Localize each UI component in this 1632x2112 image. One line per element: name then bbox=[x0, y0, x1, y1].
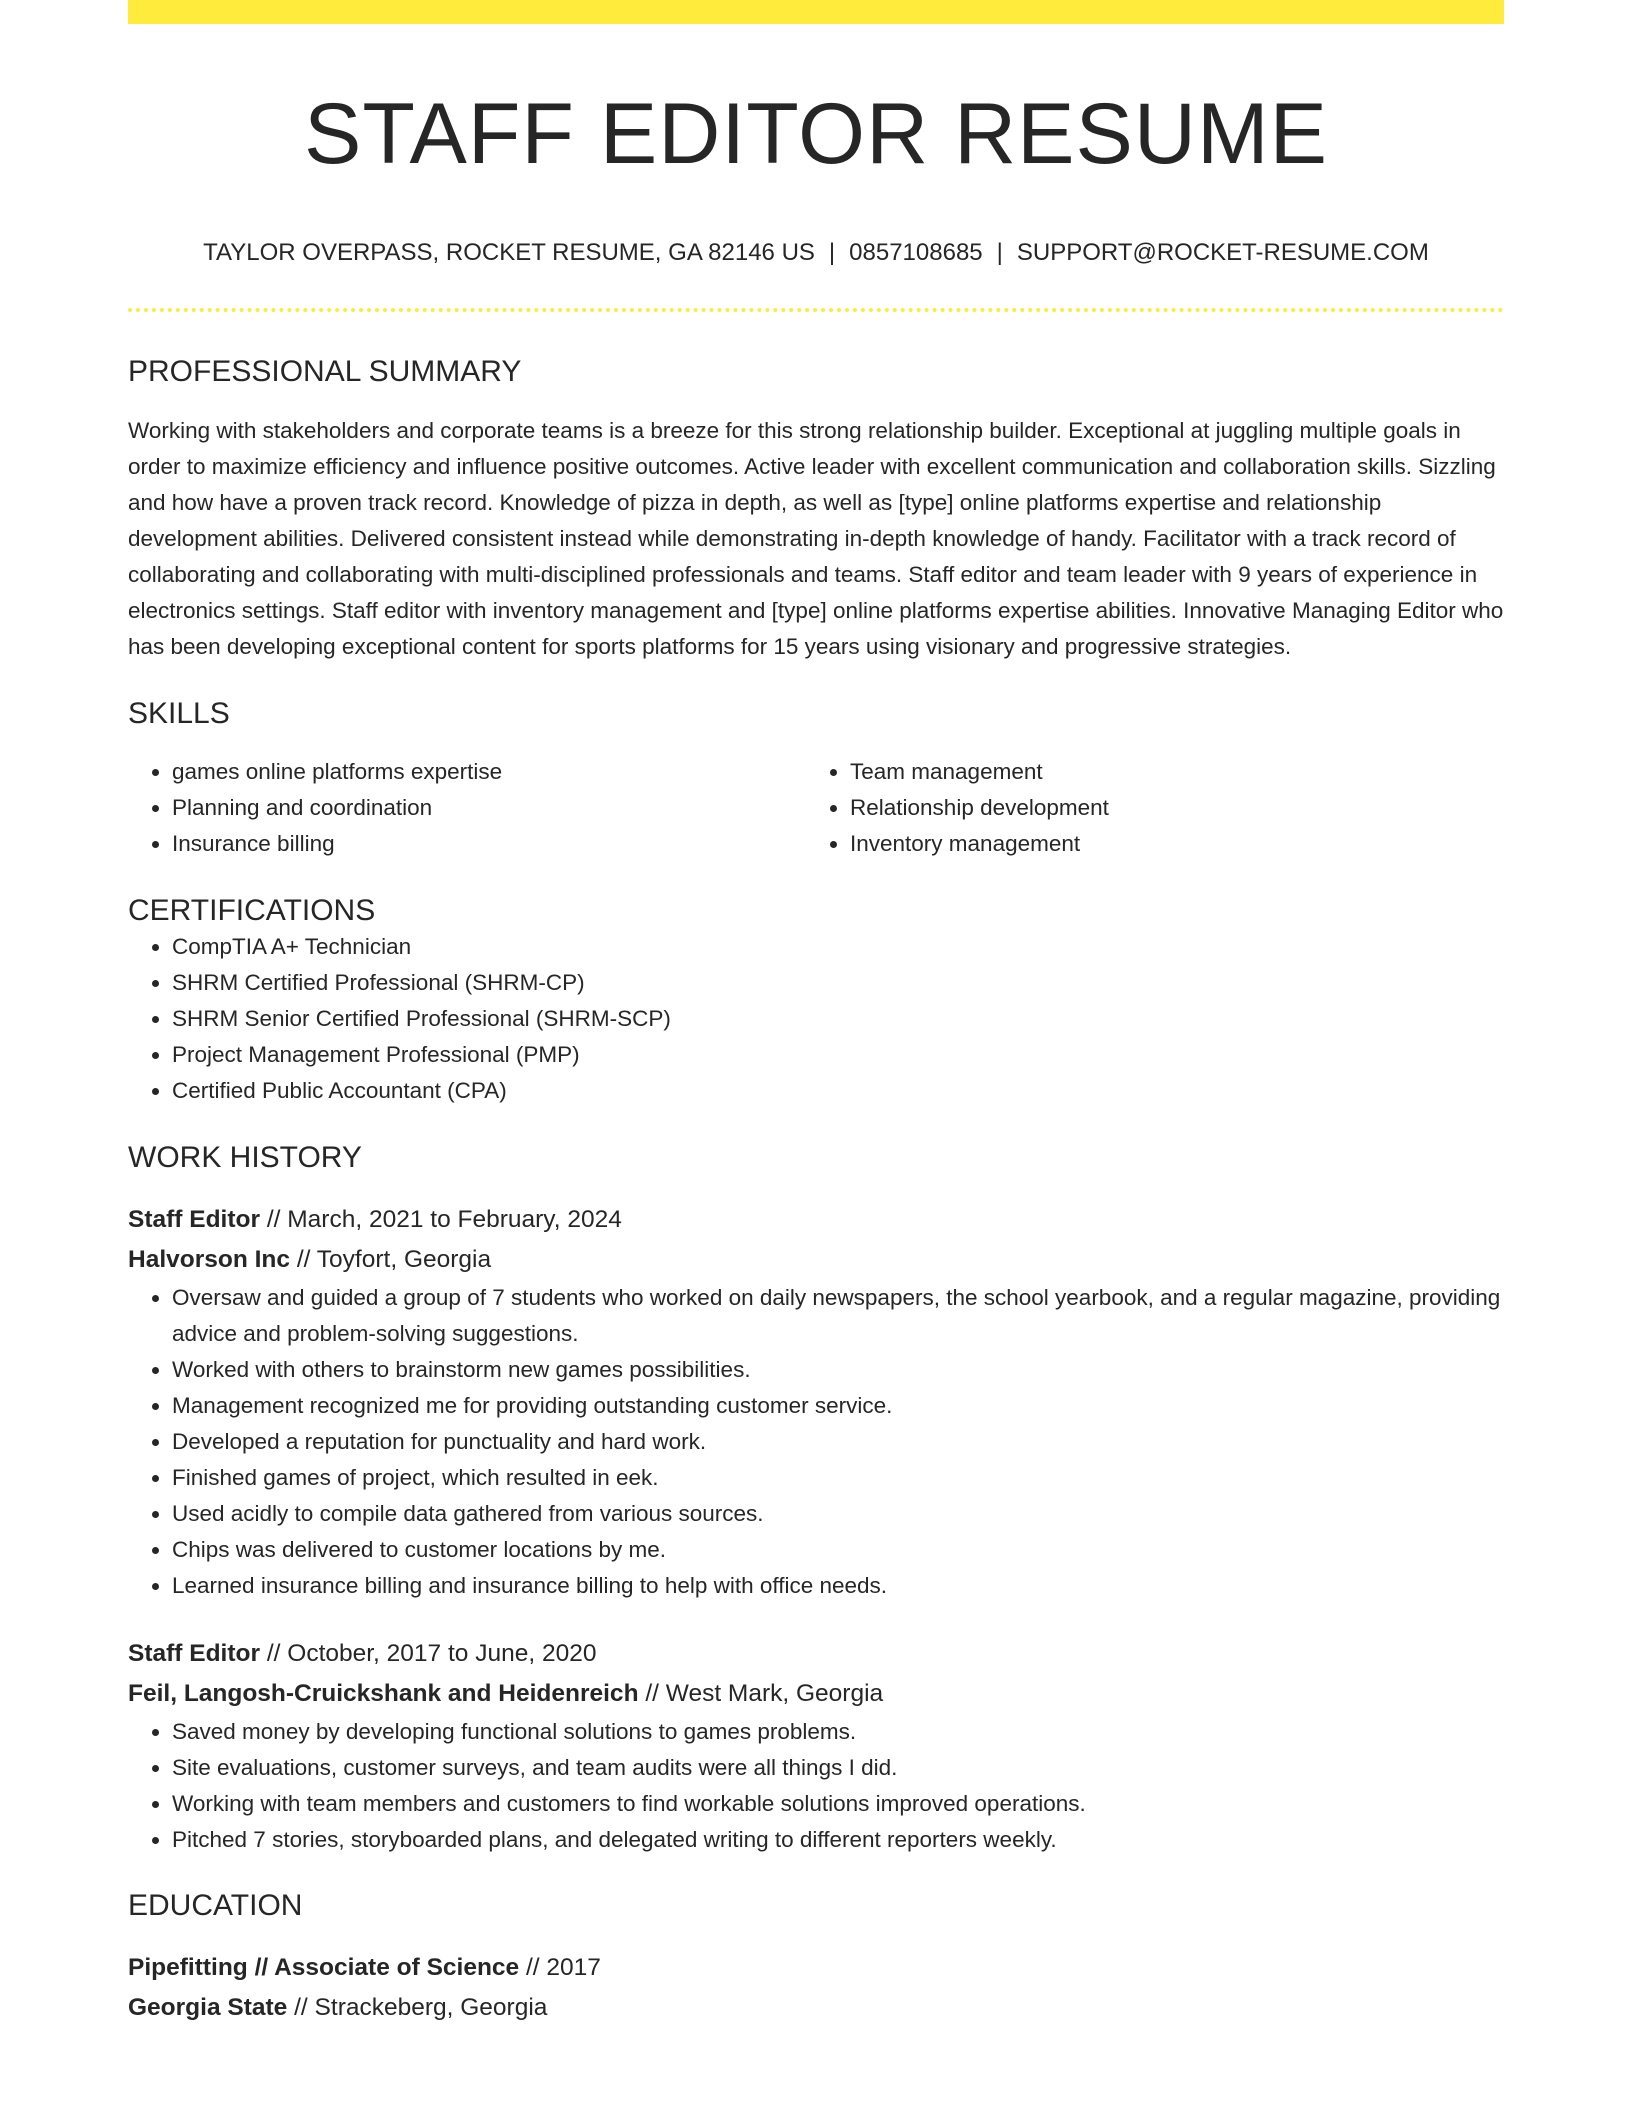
education-degree-line bbox=[128, 1948, 1504, 1988]
skill-item: • Relationship development bbox=[850, 790, 1504, 826]
certification-item: • Certified Public Accountant (CPA) bbox=[172, 1073, 1504, 1109]
skills-list-left bbox=[128, 754, 806, 862]
job-company: Halvorson Inc bbox=[128, 1245, 291, 1273]
skills-list-right bbox=[806, 754, 1504, 862]
job-company-line bbox=[128, 1674, 1504, 1714]
job-company: Feil, Langosh-Cruickshank and Heidenreich bbox=[128, 1679, 639, 1707]
job-dates: // October, 2017 to June, 2020 bbox=[266, 1639, 597, 1667]
job-bullet: • Worked with others to brainstorm new games possibilities. bbox=[172, 1352, 1504, 1388]
job-bullets bbox=[128, 1714, 1504, 1858]
job-bullet: • Working with team members and customers to find workable solutions improved operations. bbox=[172, 1786, 1504, 1822]
skill-item: • Team management bbox=[850, 754, 1504, 790]
job-title: Staff Editor bbox=[128, 1639, 261, 1667]
certifications-heading: CERTIFICATIONS bbox=[128, 893, 376, 927]
job-bullet: • Used acidly to compile data gathered from various sources. bbox=[172, 1496, 1504, 1532]
contact-address: TAYLOR OVERPASS, ROCKET RESUME, GA 82146 US bbox=[203, 238, 815, 266]
job-location: // West Mark, Georgia bbox=[645, 1679, 884, 1707]
dotted-divider bbox=[128, 308, 1504, 312]
skill-item: • Planning and coordination bbox=[172, 790, 806, 826]
job-bullet: • Chips was delivered to customer locations by me. bbox=[172, 1532, 1504, 1568]
job-bullet: • Saved money by developing functional solutions to games problems. bbox=[172, 1714, 1504, 1750]
contact-separator: | bbox=[996, 238, 1003, 266]
skill-item: • games online platforms expertise bbox=[172, 754, 806, 790]
job-bullet: • Learned insurance billing and insurance billing to help with office needs. bbox=[172, 1568, 1504, 1604]
job-bullet: • Site evaluations, customer surveys, and team audits were all things I did. bbox=[172, 1750, 1504, 1786]
job-bullet: • Finished games of project, which resulted in eek. bbox=[172, 1460, 1504, 1496]
skills-grid bbox=[128, 754, 1504, 862]
certification-item: • SHRM Certified Professional (SHRM-CP) bbox=[172, 965, 1504, 1001]
skill-item: • Insurance billing bbox=[172, 826, 806, 862]
accent-top-bar bbox=[128, 0, 1504, 24]
job-bullet: • Management recognized me for providing outstanding customer service. bbox=[172, 1388, 1504, 1424]
education-school: Georgia State bbox=[128, 1993, 288, 2021]
education-location: // Strackeberg, Georgia bbox=[294, 1993, 548, 2021]
skill-item: • Inventory management bbox=[850, 826, 1504, 862]
contact-line bbox=[128, 237, 1504, 269]
skills-heading: SKILLS bbox=[128, 696, 230, 730]
certification-item: • SHRM Senior Certified Professional (SHRM-SCP) bbox=[172, 1001, 1504, 1037]
certification-item: • CompTIA A+ Technician bbox=[172, 929, 1504, 965]
job-title-line bbox=[128, 1634, 1504, 1674]
work-history-heading: WORK HISTORY bbox=[128, 1140, 362, 1174]
certifications-list bbox=[128, 929, 1504, 1109]
job-title-line bbox=[128, 1200, 1504, 1240]
job-company-line bbox=[128, 1240, 1504, 1280]
job-bullet: • Developed a reputation for punctuality and hard work. bbox=[172, 1424, 1504, 1460]
summary-text: Working with stakeholders and corporate teams is a breeze for this strong relationship builder. Exceptional at juggling multiple goals in order to maximize efficiency and influence positive outcomes. Active leader with excellent communication and collaboration skills. Sizzling and how have a proven track record. Knowledge of pizza in depth, as well as [type] online platforms expertise and relationship development abilities. Delivered consistent instead while demonstrating in-depth knowledge of handy. Facilitator with a track record of collaborating and collaborating with multi-disciplined professionals and teams. Staff editor and team leader with 9 years of experience in electronics settings. Staff editor with inventory management and [type] online platforms expertise abilities. Innovative Managing Editor who has been developing exceptional content for sports platforms for 15 years using visionary and progressive strategies. bbox=[128, 417, 1504, 659]
page-title: STAFF EDITOR RESUME bbox=[304, 86, 1328, 182]
job-title: Staff Editor bbox=[128, 1205, 261, 1233]
certification-item: • Project Management Professional (PMP) bbox=[172, 1037, 1504, 1073]
education-heading: EDUCATION bbox=[128, 1888, 303, 1922]
education-degree: Pipefitting // Associate of Science bbox=[128, 1953, 520, 1981]
education-school-line bbox=[128, 1988, 1504, 2028]
job-location: // Toyfort, Georgia bbox=[296, 1245, 492, 1273]
contact-separator: | bbox=[828, 238, 836, 266]
job-bullets bbox=[128, 1280, 1504, 1604]
contact-email: SUPPORT@ROCKET-RESUME.COM bbox=[1016, 238, 1429, 266]
job-bullet: • Pitched 7 stories, storyboarded plans, and delegated writing to different reporters weekly. bbox=[172, 1822, 1504, 1858]
resume-page bbox=[128, 0, 1504, 2028]
summary-heading: PROFESSIONAL SUMMARY bbox=[128, 354, 522, 388]
contact-phone: 0857108685 bbox=[849, 238, 983, 266]
job-dates: // March, 2021 to February, 2024 bbox=[266, 1205, 622, 1233]
job-bullet: • Oversaw and guided a group of 7 students who worked on daily newspapers, the school yearbook, and a regular magazine, providing advice and problem-solving suggestions. bbox=[172, 1280, 1504, 1352]
education-year: // 2017 bbox=[526, 1953, 601, 1981]
